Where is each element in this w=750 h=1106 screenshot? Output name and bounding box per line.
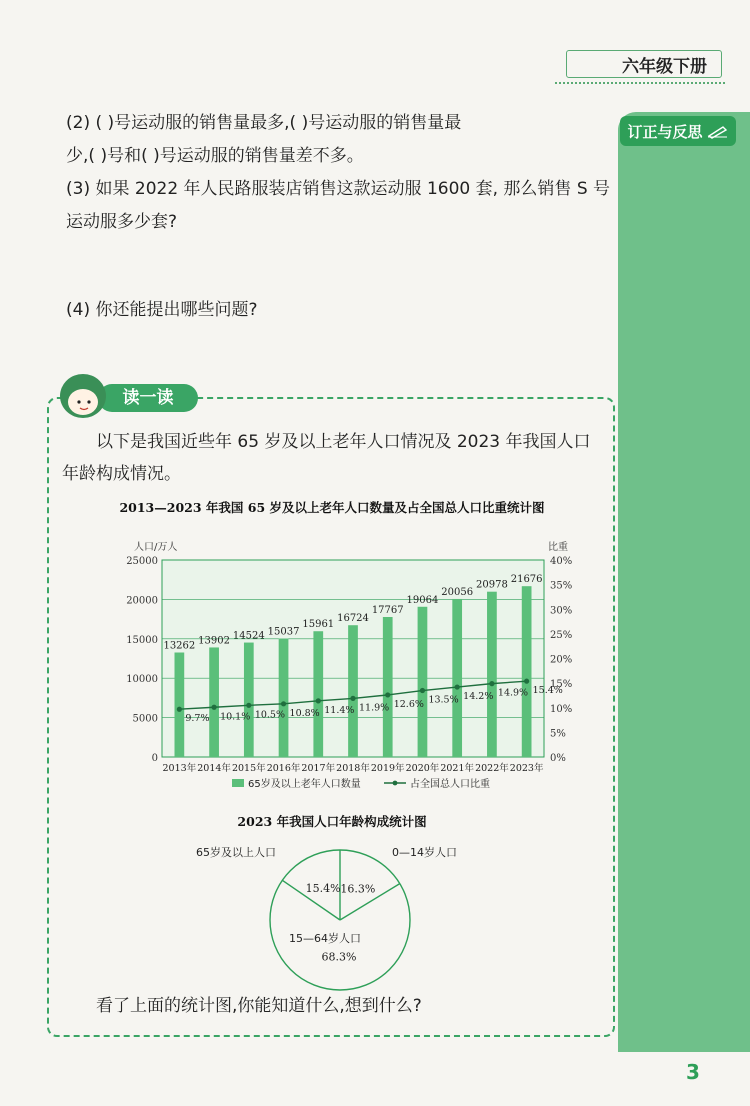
y2-tick-label: 25% [550, 629, 573, 641]
page-number: 3 [686, 1060, 700, 1084]
bar-value-label: 20056 [441, 586, 474, 598]
header-divider [555, 82, 725, 84]
bar-value-label: 15961 [302, 619, 335, 631]
ratio-value-label: 11.9% [359, 702, 390, 714]
ratio-value-label: 15.4% [532, 685, 563, 697]
y-tick-label: 10000 [126, 674, 158, 686]
ratio-value-label: 12.6% [393, 698, 424, 710]
ratio-point [455, 684, 460, 689]
ratio-point [316, 698, 321, 703]
question-2-line-1: (2) ( )号运动服的销售量最多,( )号运动服的销售量最 [66, 113, 462, 133]
x-tick-label: 2021年 [440, 763, 475, 774]
bar [418, 607, 428, 757]
x-tick-label: 2022年 [475, 763, 509, 774]
y-tick-label: 20000 [126, 595, 158, 607]
elderly-population-chart [122, 532, 594, 802]
reflection-tab [620, 116, 736, 146]
pie-slice-value: 16.3% [340, 882, 376, 896]
pie-chart-title: 2023 年我国人口年龄构成统计图 [237, 814, 427, 829]
y2-tick-label: 5% [550, 728, 566, 740]
y-tick-label: 15000 [126, 634, 158, 646]
ratio-value-label: 13.5% [428, 694, 459, 706]
question-3-line-2: 运动服多少套? [66, 212, 178, 232]
x-tick-label: 2018年 [336, 763, 370, 774]
bar [244, 643, 254, 757]
bar [279, 639, 289, 757]
reflection-margin [618, 112, 750, 1052]
y-tick-label: 0 [151, 753, 158, 764]
y2-tick-label: 30% [550, 605, 573, 617]
bar-value-label: 16724 [337, 613, 369, 625]
bar [209, 647, 219, 757]
bar-value-label: 20978 [476, 579, 508, 591]
ratio-value-label: 10.8% [289, 707, 320, 719]
y2-tick-label: 0% [550, 753, 566, 764]
x-tick-label: 2016年 [266, 763, 301, 774]
y2-tick-label: 15% [550, 679, 573, 691]
reading-intro-line-1: 以下是我国近些年 65 岁及以上老年人口情况及 2023 年我国人口 [96, 432, 591, 452]
legend-label-bar: 65岁及以上老年人口数量 [248, 779, 361, 790]
y2-tick-label: 40% [550, 556, 573, 567]
reading-title: 读一读 [98, 384, 198, 412]
x-tick-label: 2013年 [162, 763, 197, 774]
ratio-point [177, 707, 182, 712]
ratio-value-label: 14.9% [497, 687, 529, 699]
bar-value-label: 15037 [267, 626, 300, 638]
bar-value-label: 13902 [198, 635, 230, 647]
ratio-value-label: 9.7% [185, 713, 210, 725]
y-tick-label: 25000 [126, 556, 158, 567]
question-2-line-2: 少,( )号和( )号运动服的销售量差不多。 [66, 146, 364, 166]
ratio-point [524, 679, 529, 684]
x-tick-label: 2015年 [231, 763, 266, 774]
ratio-point [350, 696, 355, 701]
grade-label: 六年级下册 [566, 50, 722, 78]
legend-swatch-bar [232, 779, 244, 787]
pencil-icon [707, 124, 729, 138]
legend-swatch-point [393, 781, 398, 786]
age-structure-pie-chart [196, 838, 530, 998]
bar-value-label: 17767 [371, 604, 404, 616]
legend-label-line: 占全国总人口比重 [410, 779, 490, 790]
ratio-value-label: 10.1% [220, 711, 251, 723]
bar [313, 631, 323, 757]
x-tick-label: 2019年 [370, 763, 405, 774]
bar-value-label: 19064 [406, 594, 439, 606]
ratio-point [385, 692, 390, 697]
bar [487, 592, 497, 757]
bar [522, 586, 532, 757]
ratio-point [489, 681, 494, 686]
reading-header [60, 374, 200, 420]
bar-value-label: 14524 [232, 630, 265, 642]
x-tick-label: 2020年 [405, 763, 440, 774]
student-avatar-icon [60, 374, 106, 418]
pie-slice-value: 15.4% [305, 881, 341, 895]
ratio-point [420, 688, 425, 693]
pie-slice-value: 68.3% [321, 950, 357, 964]
y-axis-label: 人口/万人 [134, 542, 178, 553]
ratio-point [211, 705, 216, 710]
y2-axis-label: 比重 [548, 542, 568, 553]
y2-tick-label: 20% [550, 654, 573, 666]
bar-value-label: 21676 [510, 574, 543, 586]
x-tick-label: 2023年 [509, 763, 544, 774]
bar [383, 617, 393, 757]
ratio-value-label: 10.5% [254, 709, 286, 721]
y2-tick-label: 10% [550, 703, 573, 715]
bar-value-label: 13262 [163, 640, 196, 652]
pie-slice-label: 0—14岁人口 [392, 846, 457, 859]
bar [175, 652, 185, 757]
question-3-line-1: (3) 如果 2022 年人民路服装店销售这款运动服 1600 套, 那么销售 S 号 [66, 179, 611, 199]
ratio-point [246, 703, 251, 708]
bar [452, 599, 462, 757]
bar-chart-title: 2013—2023 年我国 65 岁及以上老年人口数量及占全国总人口比重统计图 [119, 500, 545, 515]
reading-intro-line-2: 年龄构成情况。 [62, 464, 181, 484]
x-tick-label: 2014年 [197, 763, 231, 774]
y2-tick-label: 35% [550, 580, 573, 592]
pie-slice-label: 15—64岁人口 [289, 932, 361, 945]
ratio-point [281, 701, 286, 706]
reflection-tab-label: 订正与反思 [627, 122, 703, 141]
pie-slice-label: 65岁及以上人口 [196, 846, 276, 859]
ratio-value-label: 11.4% [324, 704, 355, 716]
y-tick-label: 5000 [132, 713, 158, 725]
question-4: (4) 你还能提出哪些问题? [66, 300, 258, 320]
bar [348, 625, 358, 757]
x-tick-label: 2017年 [301, 763, 336, 774]
ratio-value-label: 14.2% [463, 691, 494, 703]
reading-closing-question: 看了上面的统计图,你能知道什么,想到什么? [96, 996, 422, 1016]
